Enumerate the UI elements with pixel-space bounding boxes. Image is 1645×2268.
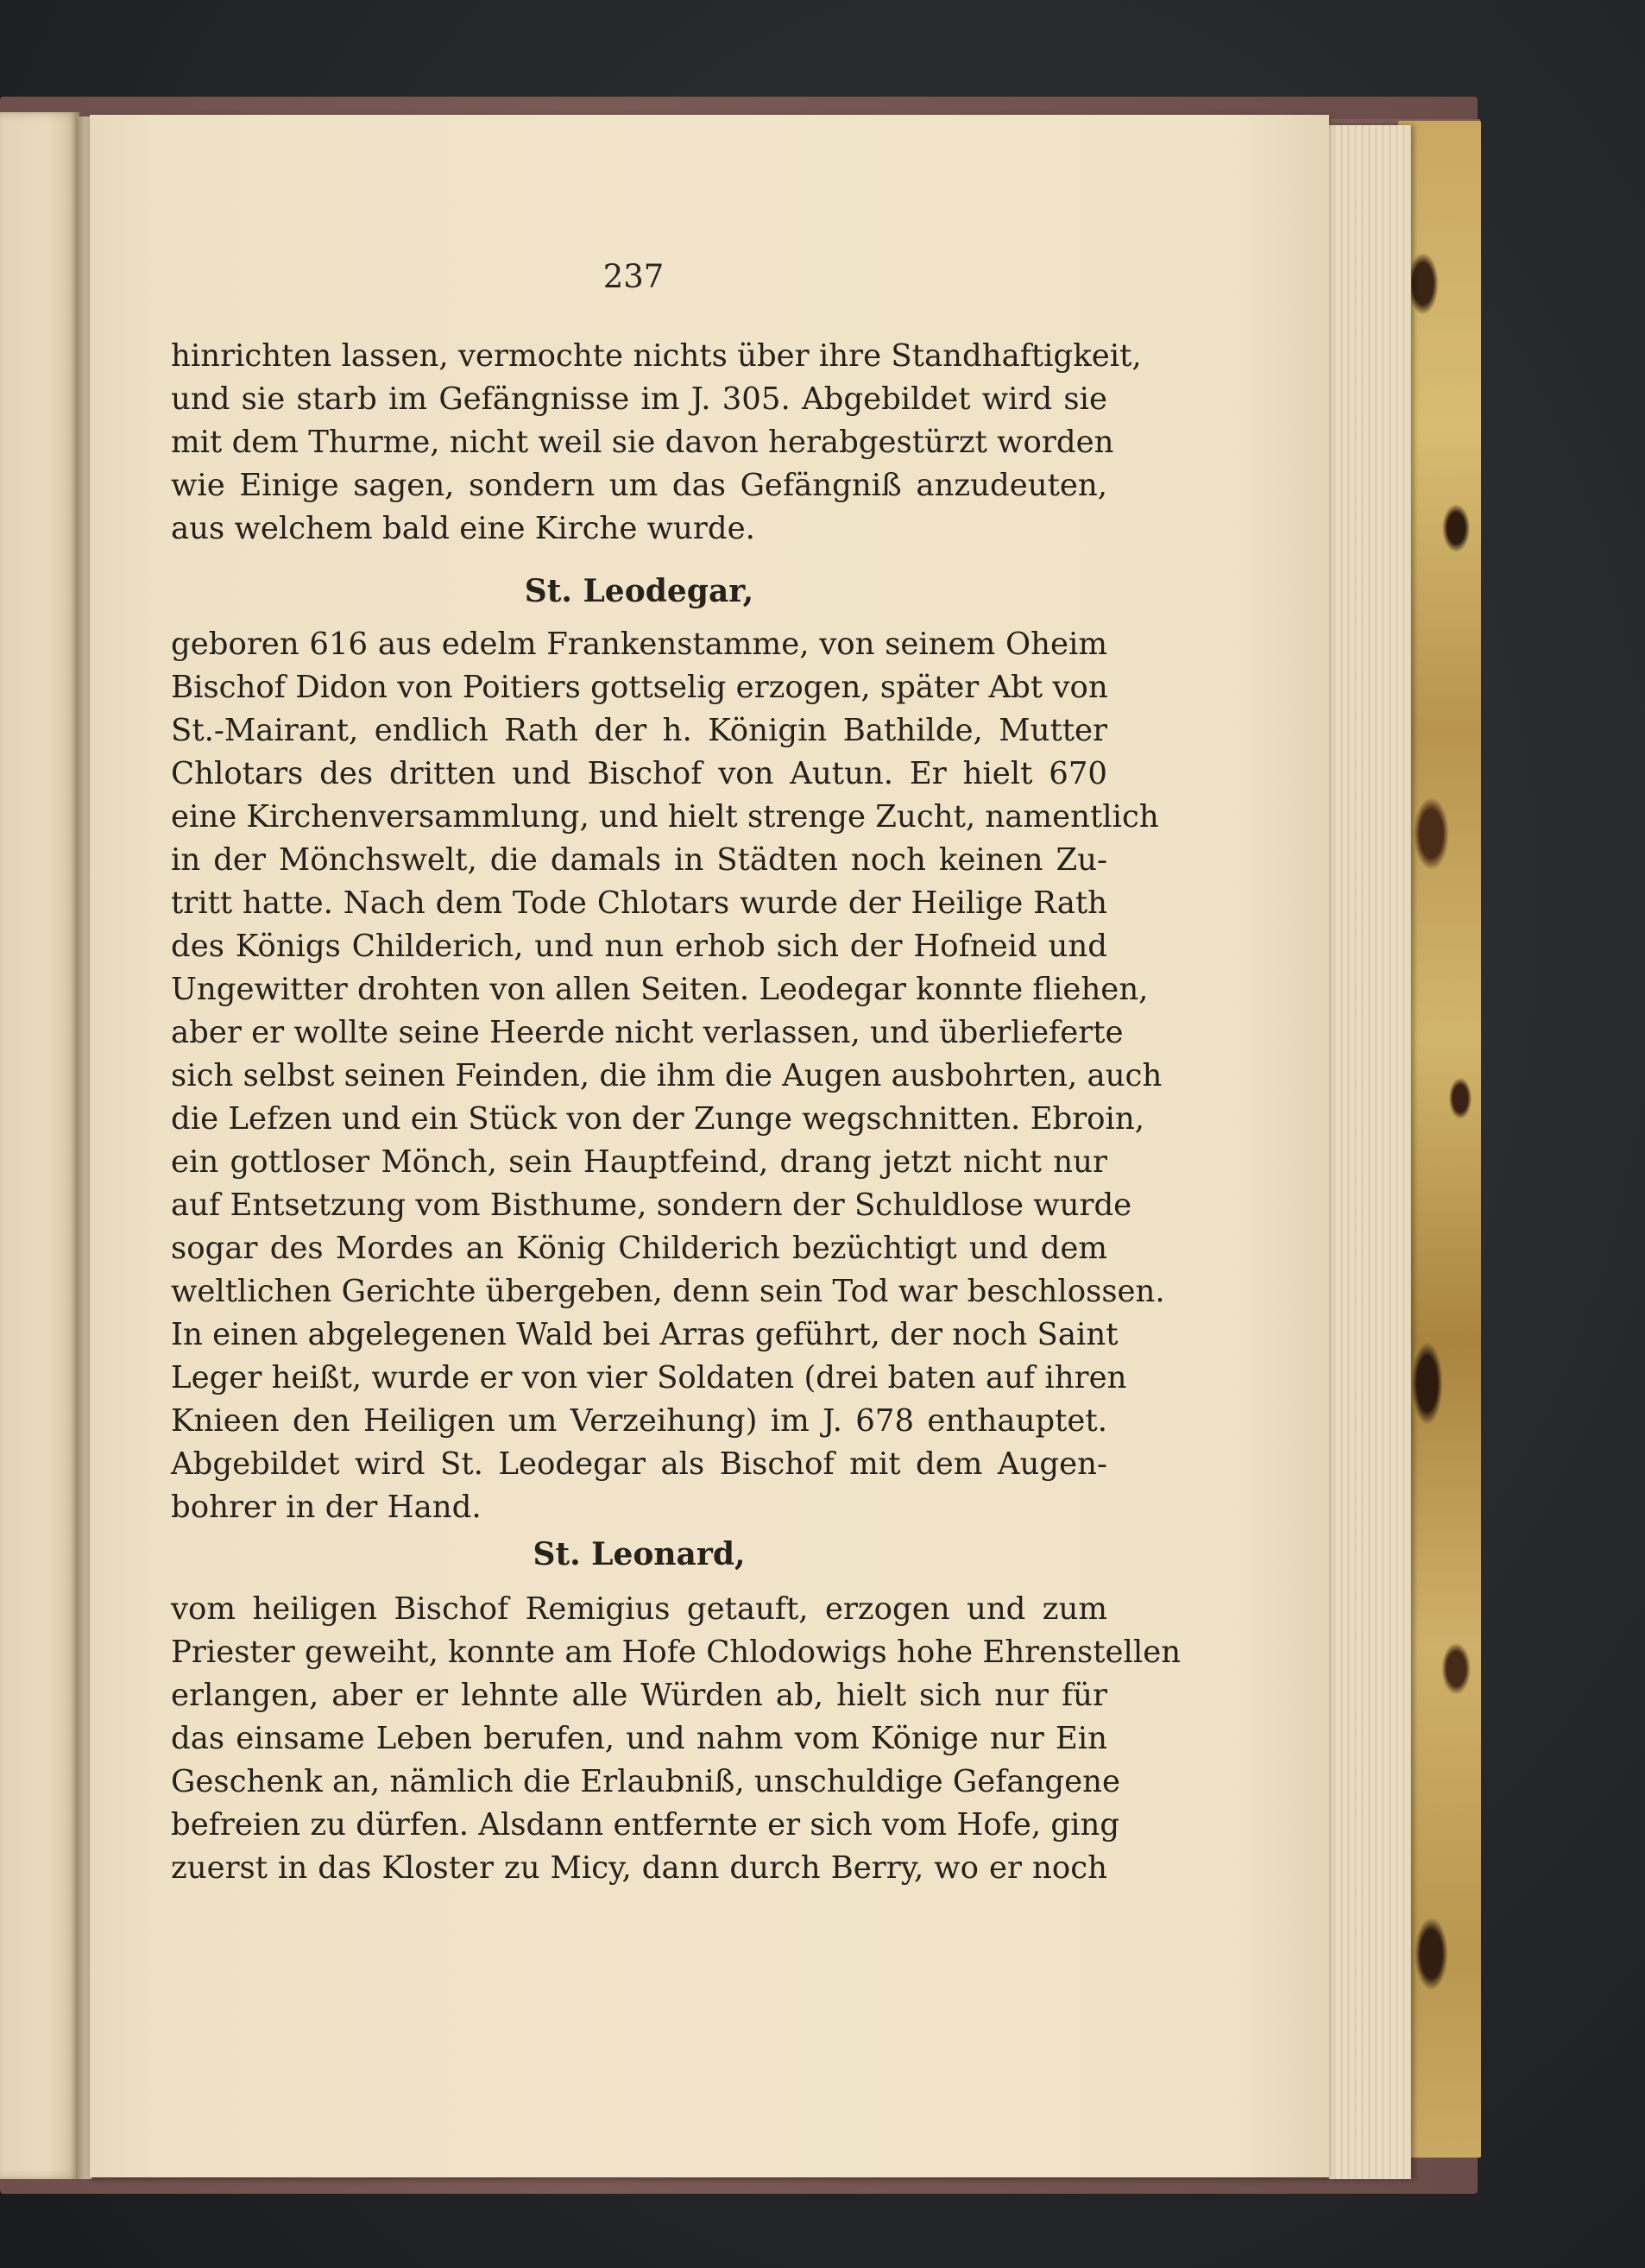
leodegar-paragraph — [171, 623, 1165, 1529]
text-line: sogar des Mordes an König Childerich bezüchtigt und dem — [171, 1231, 1107, 1266]
text-line: sich selbst seinen Feinden, die ihm die Augen ausbohrten, auch — [171, 1058, 1163, 1093]
text-line: erlangen, aber er lehnte alle Würden ab, hielt sich nur für — [171, 1678, 1107, 1713]
text-line: Leger heißt, wurde er von vier Soldaten (drei baten auf ihren — [171, 1360, 1127, 1395]
book-page — [90, 115, 1329, 2177]
page-number: 237 — [602, 258, 665, 295]
text-line: Priester geweiht, konnte am Hofe Chlodowigs hohe Ehrenstellen — [171, 1635, 1182, 1670]
text-line: Abgebildet wird St. Leodegar als Bischof mit dem Augen- — [171, 1446, 1107, 1482]
text-line: aus welchem bald eine Kirche wurde. — [171, 511, 755, 546]
text-line: mit dem Thurme, nicht weil sie davon herabgestürzt worden — [171, 425, 1114, 460]
text-line: Chlotars des dritten und Bischof von Autun. Er hielt 670 — [171, 756, 1107, 791]
text-line: hinrichten lassen, vermochte nichts über ihre Standhaftigkeit, — [171, 338, 1142, 374]
text-line: das einsame Leben berufen, und nahm vom Könige nur Ein — [171, 1721, 1107, 1756]
text-line: Knieen den Heiligen um Verzeihung) im J. 678 enthauptet. — [171, 1403, 1107, 1439]
section-heading-leodegar: St. Leodegar, — [524, 573, 754, 609]
page-text — [171, 335, 1182, 1890]
text-line: die Lefzen und ein Stück von der Zunge wegschnitten. Ebroin, — [171, 1101, 1145, 1137]
section-heading-leonard: St. Leonard, — [533, 1536, 746, 1572]
text-line: aber er wollte seine Heerde nicht verlassen, und überlieferte — [171, 1015, 1124, 1050]
text-line: eine Kirchenversammlung, und hielt strenge Zucht, namentlich — [171, 799, 1159, 835]
text-line: des Königs Childerich, und nun erhob sich der Hofneid und — [171, 929, 1107, 964]
text-line: In einen abgelegenen Wald bei Arras geführt, der noch Saint — [171, 1317, 1119, 1352]
text-line: ein gottloser Mönch, sein Hauptfeind, drang jetzt nicht nur — [171, 1144, 1107, 1180]
text-line: Bischof Didon von Poitiers gottselig erzogen, später Abt von — [171, 670, 1108, 705]
text-line: und sie starb im Gefängnisse im J. 305. Abgebildet wird sie — [171, 381, 1107, 417]
text-line: geboren 616 aus edelm Frankenstamme, von seinem Oheim — [171, 627, 1107, 662]
intro-paragraph — [171, 335, 1142, 551]
text-line: tritt hatte. Nach dem Tode Chlotars wurde der Heilige Rath — [171, 885, 1107, 921]
text-line: Ungewitter drohten von allen Seiten. Leodegar konnte fliehen, — [171, 972, 1149, 1007]
leonard-paragraph — [171, 1588, 1182, 1890]
text-line: in der Mönchswelt, die damals in Städten noch keinen Zu- — [171, 842, 1107, 878]
text-line: wie Einige sagen, sondern um das Gefängniß anzudeuten, — [171, 468, 1107, 503]
text-line: zuerst in das Kloster zu Micy, dann durch Berry, wo er noch — [171, 1850, 1107, 1886]
text-line: bohrer in der Hand. — [171, 1490, 482, 1525]
text-line: St.-Mairant, endlich Rath der h. Königin Bathilde, Mutter — [171, 713, 1107, 748]
left-page-edge — [0, 112, 79, 2179]
text-line: Geschenk an, nämlich die Erlaubniß, unschuldige Gefangene — [171, 1764, 1121, 1799]
text-line: befreien zu dürfen. Alsdann entfernte er sich vom Hofe, ging — [171, 1807, 1120, 1843]
text-line: weltlichen Gerichte übergeben, denn sein Tod war beschlossen. — [171, 1274, 1165, 1309]
page-block-edge — [1329, 125, 1411, 2179]
text-line: vom heiligen Bischof Remigius getauft, erzogen und zum — [171, 1591, 1107, 1627]
text-line: auf Entsetzung vom Bisthume, sondern der Schuldlose wurde — [171, 1188, 1132, 1223]
